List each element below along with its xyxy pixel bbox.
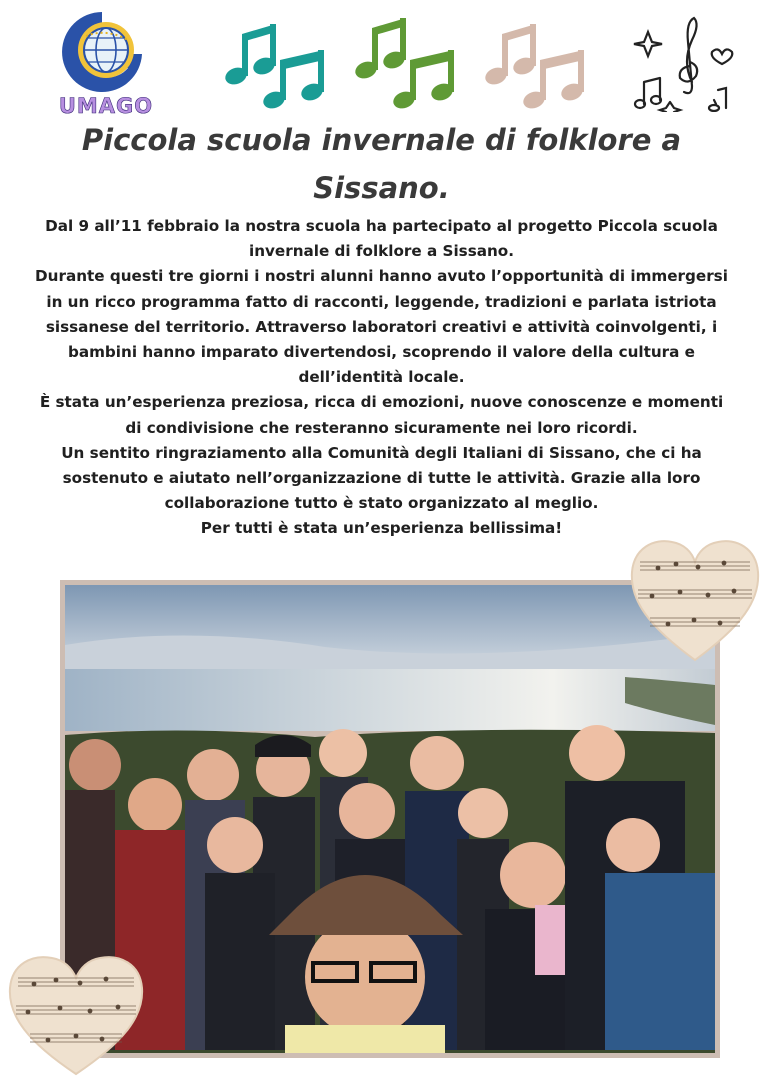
page-title: Piccola scuola invernale di folklore a Sissano. — [81, 123, 682, 205]
group-photo-icon — [65, 585, 715, 1053]
paragraph: Dal 9 all’11 febbraio la nostra scuola ha partecipato al progetto Piccola scuola invernale di folklore a Sissano. — [45, 217, 718, 261]
music-notes-icon — [350, 14, 460, 110]
music-doodle-icon — [630, 12, 740, 112]
music-notes-icon — [220, 14, 330, 110]
music-sheet-heart-icon — [6, 950, 146, 1078]
photo-frame — [60, 580, 720, 1058]
paragraph: Un sentito ringraziamento alla Comunità degli Italiani di Sissano, che ci ha sostenuto e aiutato nell’organizzazione di tutte le attività. Grazie alla loro collaborazione tutto è stato organizzato al meglio. — [61, 443, 702, 513]
article-body — [30, 214, 733, 542]
paragraph: Per tutti è stata un’esperienza bellissima! — [200, 519, 563, 538]
music-notes-icon — [480, 14, 590, 110]
paragraph: È stata un’esperienza preziosa, ricca di emozioni, nuove conoscenze e momenti di condivisione che resteranno sicuramente nei loro ricordi. — [39, 393, 724, 437]
logo-text: UMAGO — [58, 94, 154, 118]
paragraph: Durante questi tre giorni i nostri alunni hanno avuto l’opportunità di immergersi in un ricco programma fatto di racconti, leggende, tradizioni e parlata istriota sissanese del territorio. Attraverso laboratori creativi e attività coinvolgenti, i bambini hanno imparato divertendosi, scoprendo il valore della cultura e dell’identità locale. — [35, 267, 728, 387]
music-sheet-heart-icon — [628, 534, 762, 664]
